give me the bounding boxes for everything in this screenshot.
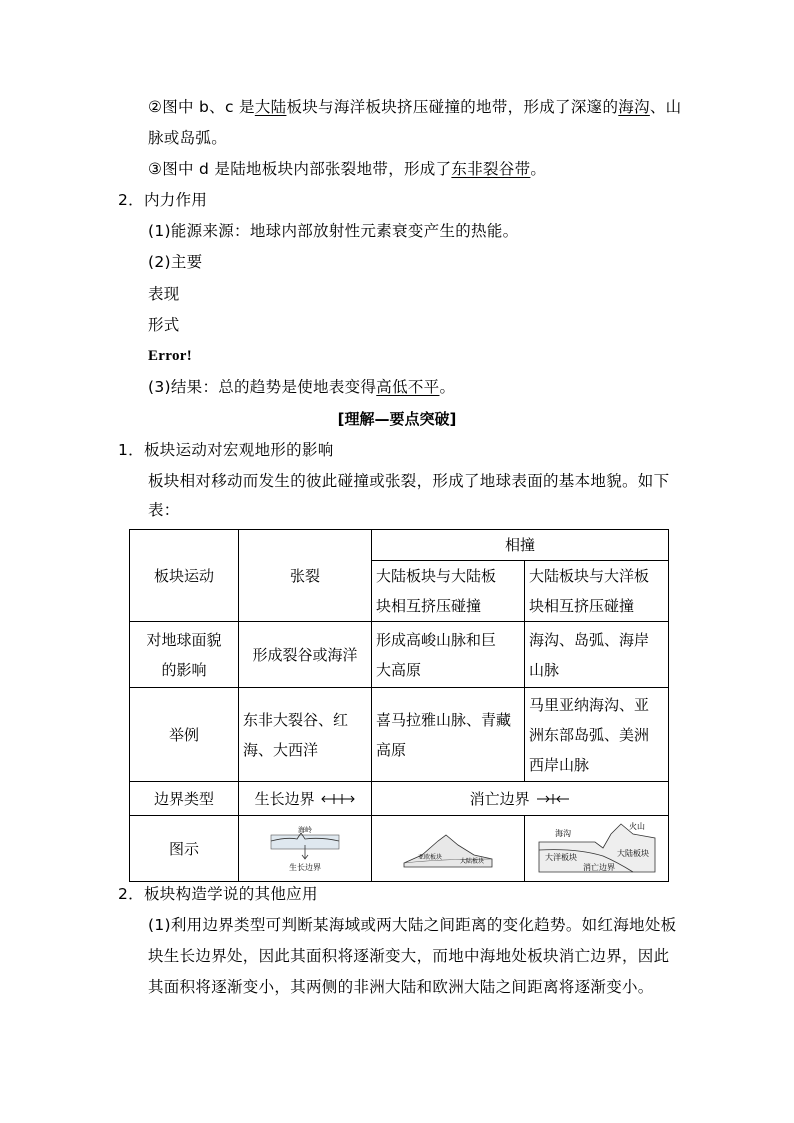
table-cell: 东非大裂谷、红 海、大西洋 — [239, 688, 372, 782]
energy-source-item: (1)能源来源：地球内部放射性元素衰变产生的热能。 — [148, 222, 519, 240]
table-cell: 图示 — [130, 816, 239, 882]
growth-boundary-symbol — [321, 793, 355, 805]
table-row — [130, 622, 669, 688]
growth-boundary-label: 生长边界 — [289, 862, 321, 872]
growth-boundary-diagram — [267, 823, 343, 875]
table-row — [130, 530, 669, 561]
volcano-label: 火山 — [628, 821, 645, 831]
consumptive-boundary-symbol — [536, 793, 570, 805]
table-cell — [525, 816, 669, 882]
table-cell: 马里亚纳海沟、亚 洲东部岛弧、美洲 西岸山脉 — [525, 688, 669, 782]
table-cell: 对地球面貌 的影响 — [130, 622, 239, 688]
ridge-label: 海岭 — [298, 826, 312, 834]
plate-motion-table — [129, 529, 669, 882]
main-item-cont: 形式 — [148, 316, 180, 334]
table-cell: 形成裂谷或海洋 — [239, 622, 372, 688]
table-cell: 生长边界 — [239, 782, 372, 816]
table-cell: 海沟、岛弧、海岸 山脉 — [525, 622, 669, 688]
blank-answer: 大陆 — [254, 98, 287, 116]
continental-plate-label: 大陆板块 — [459, 858, 485, 865]
paragraph-rift-zone: ③图中 d 是陆地板块内部张裂地带，形成了东非裂谷带。 — [148, 160, 547, 178]
point2-text: 其面积将逐渐变小，其两侧的非洲大陆和欧洲大陆之间距离将逐渐变小。 — [148, 978, 654, 996]
table-cell: 张裂 — [239, 530, 372, 622]
continental-plate-label: 大陆板块 — [616, 848, 649, 858]
table-cell — [372, 816, 525, 882]
table-cell: 边界类型 — [130, 782, 239, 816]
point2-text: (1)利用边界类型可判断某海域或两大陆之间距离的变化趋势。如红海地处板 — [148, 916, 677, 934]
paragraph-boundary-collision: ②图中 b、c 是大陆板块与海洋板块挤压碰撞的地带，形成了深邃的海沟、山 — [148, 98, 682, 116]
oceanic-plate-label: 大洋板块 — [544, 852, 577, 862]
result-item: (3)结果：总的趋势是使地表变得高低不平。 — [148, 378, 456, 396]
point-heading-2: 2．板块构造学说的其他应用 — [118, 885, 318, 903]
blank-answer: 东非裂谷带 — [451, 160, 531, 178]
table-cell: 形成高峻山脉和巨 大高原 — [372, 622, 525, 688]
blank-answer: 海沟 — [618, 98, 650, 116]
trench-label: 海沟 — [554, 828, 571, 838]
table-row — [130, 688, 669, 782]
main-item-cont: 表现 — [148, 285, 180, 303]
table-cell: 板块运动 — [130, 530, 239, 622]
table-row — [130, 816, 669, 882]
point-heading-1: 1．板块运动对宏观地形的影响 — [118, 441, 334, 459]
ocean-continent-collision-diagram — [537, 820, 657, 878]
table-cell: 大陆板块与大洋板 块相互挤压碰撞 — [525, 561, 669, 622]
circled-number: ② — [148, 98, 163, 116]
section-heading-internal-force: 2．内力作用 — [118, 191, 208, 209]
continental-collision-diagram — [400, 829, 496, 869]
table-cell: 举例 — [130, 688, 239, 782]
blank-answer: 高低不平 — [376, 378, 440, 396]
eurasian-plate-label: 亚欧板块 — [417, 854, 443, 861]
table-cell: 大陆板块与大陆板 块相互挤压碰撞 — [372, 561, 525, 622]
point2-text: 块生长边界处，因此其面积将逐渐变大，而地中海地处板块消亡边界，因此 — [148, 947, 670, 965]
error-text: Error! — [148, 348, 193, 364]
table-cell: 消亡边界 — [372, 782, 669, 816]
section-title-understanding: [理解—要点突破] — [337, 410, 457, 428]
table-row — [130, 782, 669, 816]
point1-text: 表： — [148, 501, 180, 519]
main-item: (2)主要 — [148, 253, 203, 271]
circled-number: ③ — [148, 160, 163, 178]
table-header-collide: 相撞 — [372, 530, 669, 561]
consumptive-boundary-label: 消亡边界 — [582, 862, 615, 872]
point1-text: 板块相对移动而发生的彼此碰撞或张裂，形成了地球表面的基本地貌。如下 — [148, 472, 670, 490]
table-cell — [239, 816, 372, 882]
table-cell: 喜马拉雅山脉、青藏 高原 — [372, 688, 525, 782]
paragraph-line: 脉或岛弧。 — [148, 129, 228, 147]
